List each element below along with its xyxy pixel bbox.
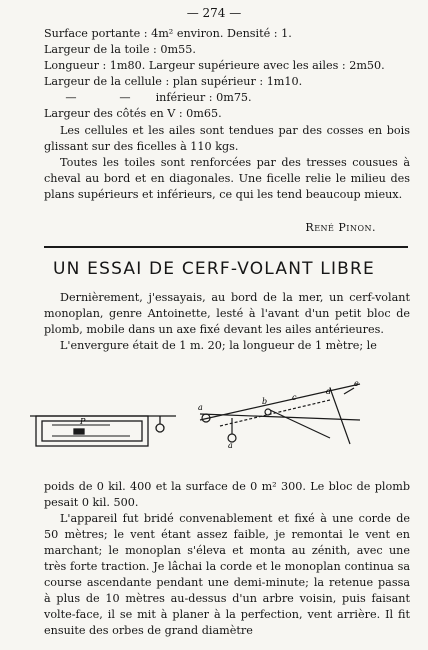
article-title: UN ESSAI DE CERF-VOLANT LIBRE [52,259,376,279]
paragraph: Les cellules et les ailes sont tendues par des cosses en bois glissant sur des ficelles à 110 kgs. [44,124,410,153]
spec-line: Longueur : 1m80. Largeur supérieure avec les ailes : 2m50. [44,59,385,72]
spec-line: Surface portante : 4m² environ. Densité : 1. [44,27,292,40]
spec-line: Largeur des côtés en V : 0m65. [44,107,222,120]
lead-weight-block [74,429,84,434]
page-number: — 274 — [186,6,242,20]
pulley-circle [156,424,164,432]
mid-circle [265,409,271,415]
retaining-line [270,410,330,438]
kite-side-view [200,384,360,444]
spec-line: Largeur de la cellule : plan supérieur : 1m10. [44,75,303,88]
paragraph: poids de 0 kil. 400 et la surface de 0 m² 300. Le bloc de plomb pesait 0 kil. 500. [44,480,410,509]
author-signature: René Pinon. [305,221,376,234]
label-p: P [80,417,86,426]
plan-inner-frame [42,421,142,441]
label-d: d [326,387,332,396]
spec-dash-line [44,90,410,106]
label-a2: a [228,441,233,450]
article-body [44,479,410,639]
spec-line: Largeur de la toile : 0m55. [44,43,196,56]
ditto-dash: — [119,91,131,104]
article-intro [44,290,410,354]
cord-line [330,388,350,444]
label-a: a [198,403,203,412]
label-e: e [354,380,359,388]
ditto-dash: — [65,91,77,104]
kite-diagram [30,380,402,490]
label-b: b [262,397,268,406]
specification-list [44,26,410,122]
paragraph: Dernièrement, j'essayais, au bord de la mer, un cerf-volant monoplan, genre Antoinette, lesté à l'avant d'un petit bloc de plomb, mobile dans un axe fixé devant les ailes antérieures. [44,291,410,336]
spec-dash-text: inférieur : 0m75. [155,91,252,104]
paragraph: L'appareil fut bridé convenablement et fixé à une corde de 50 mètres; le vent étant assez faible, je remontai le vent en marchant; le monoplan s'éleva et monta au zénith, avec une très forte traction. Je lâchai la corde et le monoplan continua sa course ascendante pendant une demi-minute; la retenue passa à plus de 10 mètres au-dessus d'un arbre voisin, puis faisant volte-face, il se mit à planer à la perfection, vent arrière. Il fit ensuite des orbes de grand diamètre [44,512,410,637]
paragraph: L'envergure était de 1 m. 20; la longueur de 1 mètre; le [60,339,377,352]
kite-plan-view [30,416,176,446]
paragraph: Toutes les toiles sont renforcées par des tresses cousues à cheval au bord et en diagonales. Une ficelle relie le milieu des plans supérieurs et inférieurs, ce qui les tend beaucoup mieux. [44,156,410,201]
section-divider [44,246,408,248]
label-c: c [292,393,297,402]
closing-paragraphs [44,123,410,203]
